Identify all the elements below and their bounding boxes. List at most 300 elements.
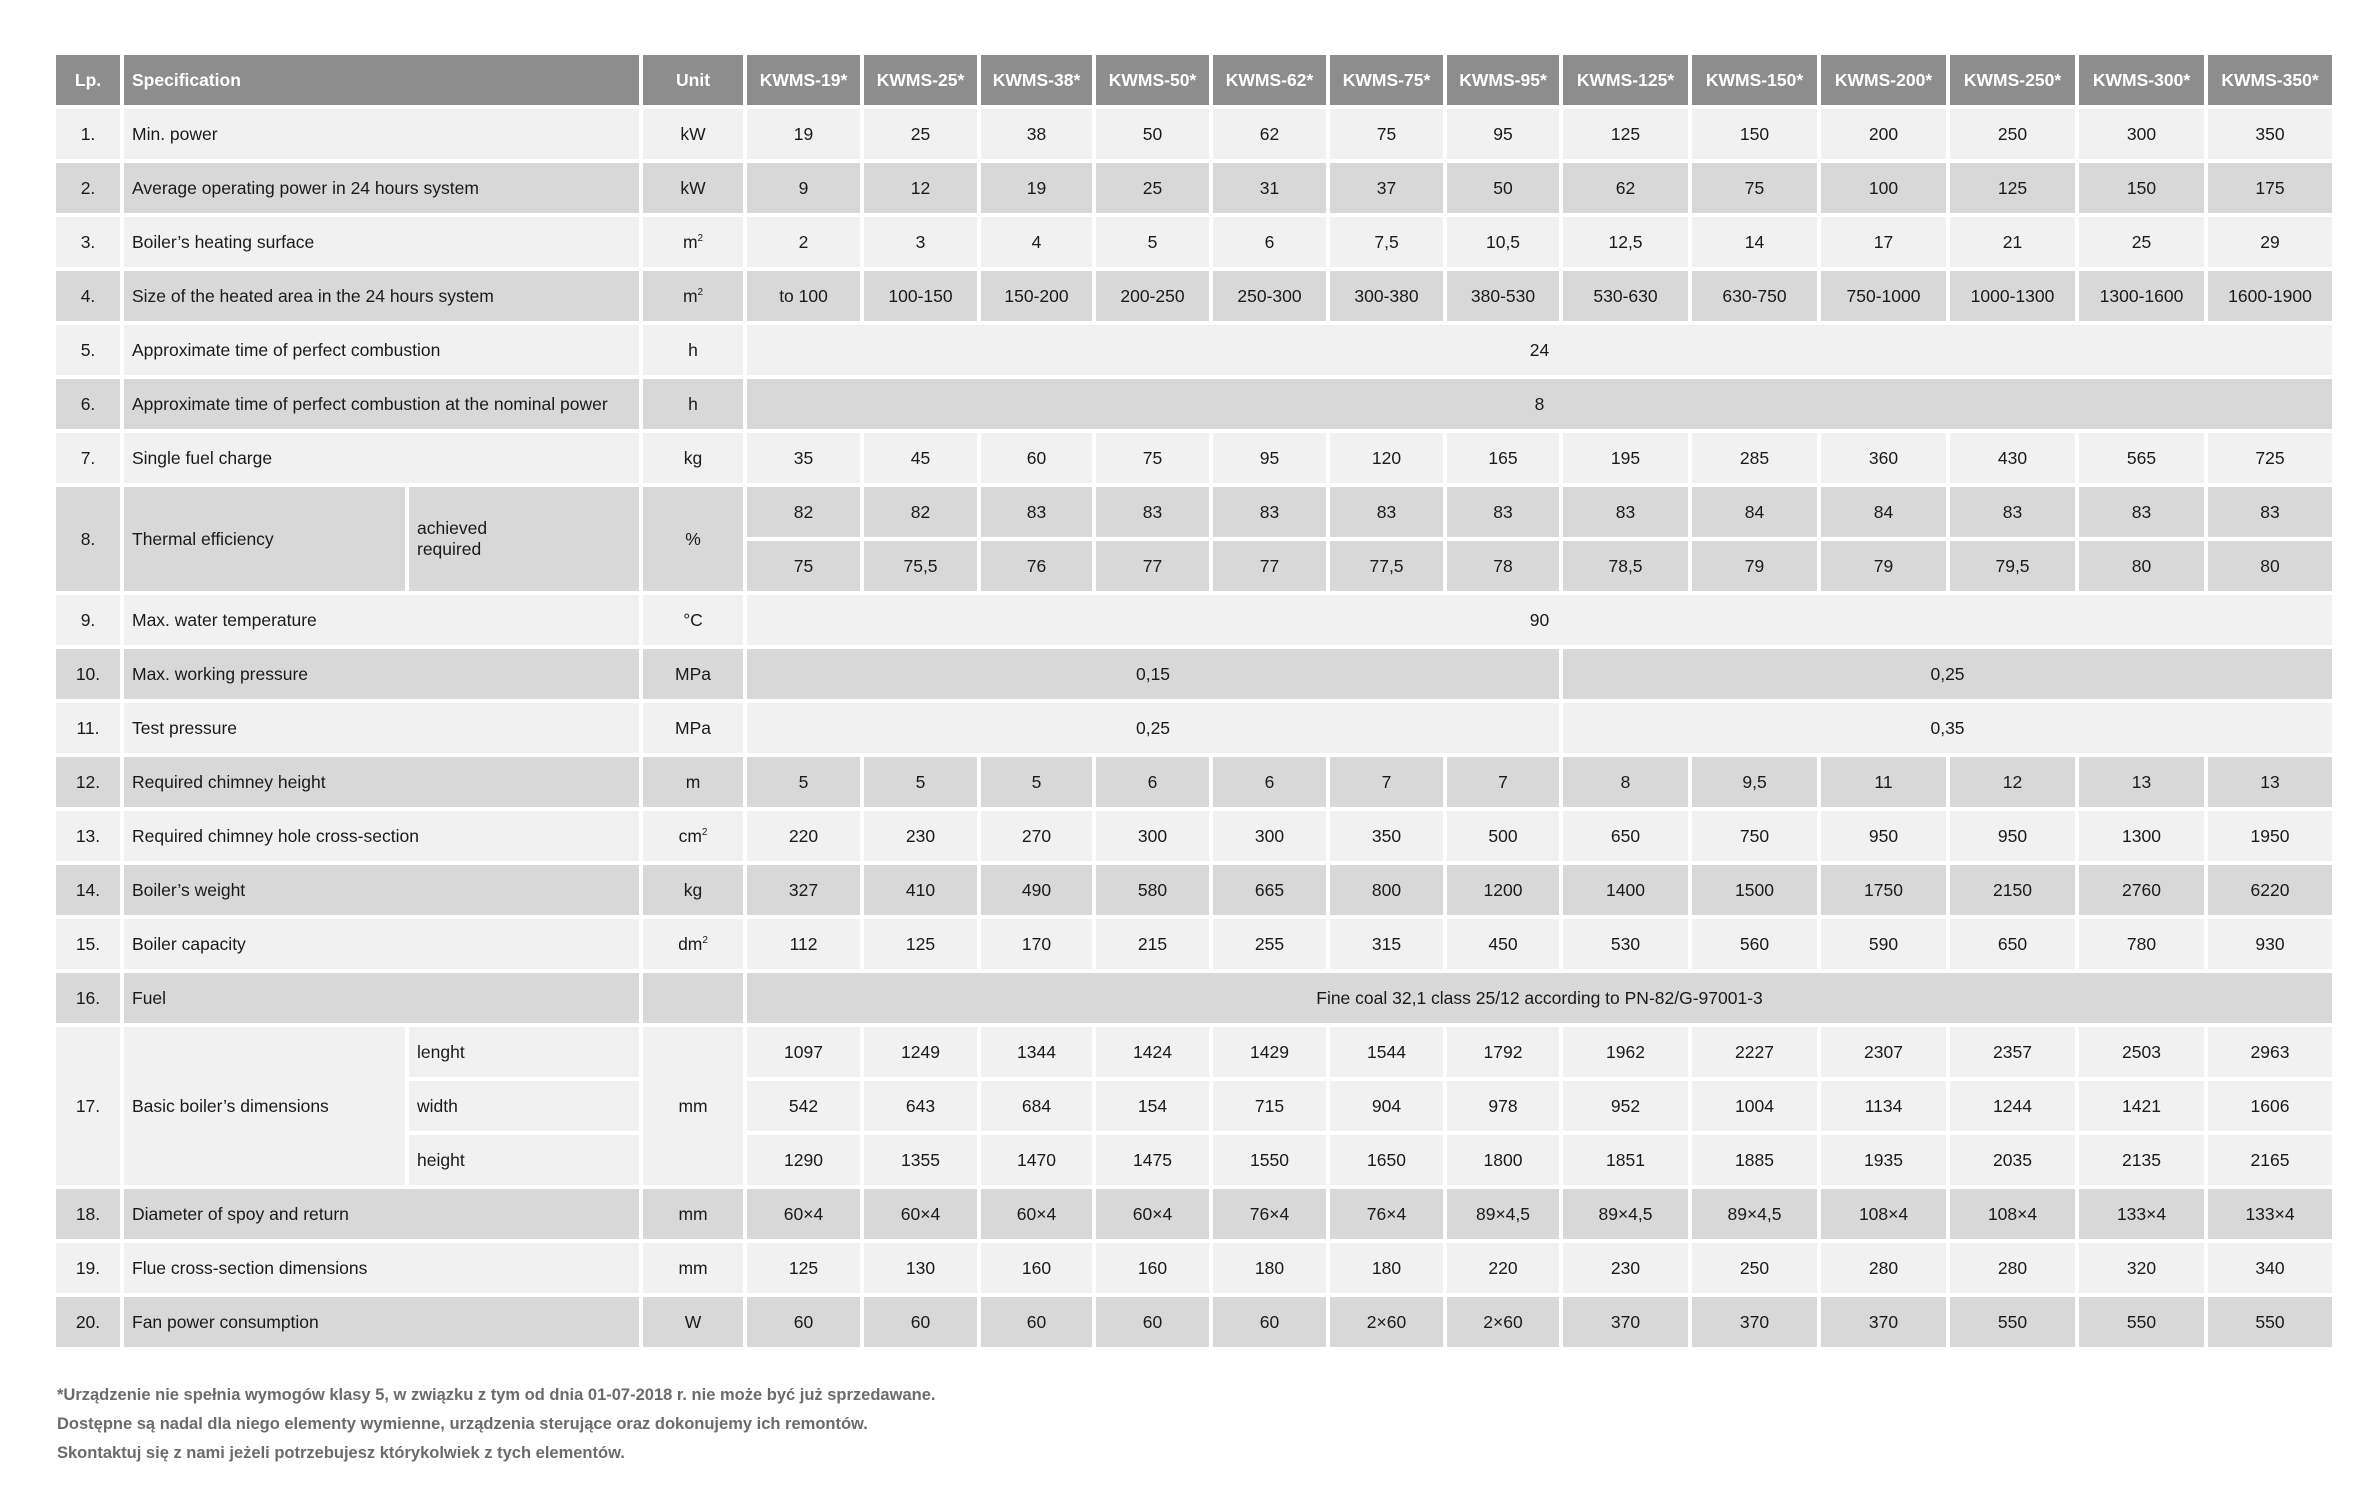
value-cell: 12	[1950, 757, 2075, 807]
value-cell: 83	[1213, 487, 1326, 537]
value-cell: 130	[864, 1243, 977, 1293]
value-cell: 930	[2208, 919, 2332, 969]
value-cell: 7	[1330, 757, 1443, 807]
value-cell: 270	[981, 811, 1092, 861]
value-cell: 83	[2208, 487, 2332, 537]
row-label: Approximate time of perfect combustion at the nominal power	[124, 379, 639, 429]
value-cell: 160	[981, 1243, 1092, 1293]
value-cell: 350	[2208, 109, 2332, 159]
value-cell: 154	[1096, 1081, 1209, 1131]
row-label: Single fuel charge	[124, 433, 639, 483]
value-cell: 1550	[1213, 1135, 1326, 1185]
value-cell: 255	[1213, 919, 1326, 969]
value-cell: 1424	[1096, 1027, 1209, 1077]
table-row	[56, 811, 2332, 861]
table-row	[56, 757, 2332, 807]
value-cell: 200-250	[1096, 271, 1209, 321]
value-cell: 1344	[981, 1027, 1092, 1077]
value-cell: 2×60	[1330, 1297, 1443, 1347]
header-lp: Lp.	[56, 55, 120, 105]
value-cell: 1000-1300	[1950, 271, 2075, 321]
row-sublabels	[409, 487, 639, 591]
value-cell: 1650	[1330, 1135, 1443, 1185]
value-cell: 565	[2079, 433, 2204, 483]
value-cell: 650	[1950, 919, 2075, 969]
value-cell: 60	[1096, 1297, 1209, 1347]
value-cell: 590	[1821, 919, 1946, 969]
value-cell: 1962	[1563, 1027, 1688, 1077]
value-cell: 76×4	[1213, 1189, 1326, 1239]
merged-value-cell: 90	[747, 595, 2332, 645]
value-cell: 170	[981, 919, 1092, 969]
unit-superscript: 2	[697, 232, 704, 244]
value-cell: 280	[1821, 1243, 1946, 1293]
header-model: KWMS-125*	[1563, 55, 1688, 105]
value-cell: 150-200	[981, 271, 1092, 321]
value-cell: 100-150	[864, 271, 977, 321]
value-cell: 60	[981, 1297, 1092, 1347]
row-number: 5.	[56, 325, 120, 375]
value-cell: 180	[1213, 1243, 1326, 1293]
value-cell: 31	[1213, 163, 1326, 213]
unit-text: m	[682, 285, 698, 306]
value-cell: 133×4	[2079, 1189, 2204, 1239]
value-cell: 5	[747, 757, 860, 807]
value-cell: 89×4,5	[1447, 1189, 1559, 1239]
value-cell: 2	[747, 217, 860, 267]
value-cell: 112	[747, 919, 860, 969]
row-label: Boiler’s weight	[124, 865, 639, 915]
value-cell: 430	[1950, 433, 2075, 483]
value-cell: 12,5	[1563, 217, 1688, 267]
table-row	[56, 1243, 2332, 1293]
value-cell: 25	[1096, 163, 1209, 213]
row-number: 11.	[56, 703, 120, 753]
value-cell: 250-300	[1213, 271, 1326, 321]
value-cell: 133×4	[2208, 1189, 2332, 1239]
value-cell: 1244	[1950, 1081, 2075, 1131]
value-cell: 1200	[1447, 865, 1559, 915]
footnote	[57, 1381, 935, 1468]
value-cell: 77,5	[1330, 541, 1443, 591]
value-cell: 2357	[1950, 1027, 2075, 1077]
value-cell: 79	[1821, 541, 1946, 591]
row-unit: °C	[643, 595, 743, 645]
value-cell: 280	[1950, 1243, 2075, 1293]
value-cell: 76×4	[1330, 1189, 1443, 1239]
value-cell: 370	[1563, 1297, 1688, 1347]
header-model: KWMS-200*	[1821, 55, 1946, 105]
value-cell: 83	[981, 487, 1092, 537]
row-label: Boiler’s heating surface	[124, 217, 639, 267]
value-cell: 300	[1213, 811, 1326, 861]
value-cell: 1355	[864, 1135, 977, 1185]
row-unit: kW	[643, 163, 743, 213]
row-label: Min. power	[124, 109, 639, 159]
merged-value-cell: 0,15	[747, 649, 1559, 699]
row-unit: kg	[643, 865, 743, 915]
header-model: KWMS-19*	[747, 55, 860, 105]
value-cell: 2227	[1692, 1027, 1817, 1077]
value-cell: 1500	[1692, 865, 1817, 915]
row-number: 12.	[56, 757, 120, 807]
value-cell: 150	[2079, 163, 2204, 213]
header-model: KWMS-350*	[2208, 55, 2332, 105]
row-label: Thermal efficiency	[124, 487, 405, 591]
row-unit: %	[643, 487, 743, 591]
value-cell: 320	[2079, 1243, 2204, 1293]
unit-superscript: 2	[701, 826, 708, 838]
value-cell: 1097	[747, 1027, 860, 1077]
value-cell: 550	[1950, 1297, 2075, 1347]
value-cell: 60	[747, 1297, 860, 1347]
row-unit	[643, 919, 743, 969]
row-label: Fan power consumption	[124, 1297, 639, 1347]
value-cell: 1935	[1821, 1135, 1946, 1185]
row-number: 13.	[56, 811, 120, 861]
value-cell: 75	[747, 541, 860, 591]
row-number: 2.	[56, 163, 120, 213]
value-cell: 1792	[1447, 1027, 1559, 1077]
value-cell: 83	[1096, 487, 1209, 537]
value-cell: 125	[1950, 163, 2075, 213]
value-cell: 370	[1821, 1297, 1946, 1347]
row-number: 17.	[56, 1027, 120, 1185]
value-cell: 38	[981, 109, 1092, 159]
value-cell: 250	[1692, 1243, 1817, 1293]
value-cell: 1421	[2079, 1081, 2204, 1131]
value-cell: 1290	[747, 1135, 860, 1185]
value-cell: 650	[1563, 811, 1688, 861]
value-cell: to 100	[747, 271, 860, 321]
row-number: 3.	[56, 217, 120, 267]
row-label: Test pressure	[124, 703, 639, 753]
merged-value-cell: 24	[747, 325, 2332, 375]
value-cell: 95	[1447, 109, 1559, 159]
value-cell: 300	[2079, 109, 2204, 159]
header-row	[56, 55, 2332, 105]
row-label: Required chimney hole cross-section	[124, 811, 639, 861]
row-number: 20.	[56, 1297, 120, 1347]
value-cell: 340	[2208, 1243, 2332, 1293]
value-cell: 10,5	[1447, 217, 1559, 267]
sublabel-lenght: lenght	[409, 1027, 639, 1077]
value-cell: 75	[1330, 109, 1443, 159]
value-cell: 1134	[1821, 1081, 1946, 1131]
table-row	[56, 271, 2332, 321]
header-model: KWMS-150*	[1692, 55, 1817, 105]
value-cell: 1600-1900	[2208, 271, 2332, 321]
value-cell: 79	[1692, 541, 1817, 591]
row-label: Boiler capacity	[124, 919, 639, 969]
table-row	[56, 433, 2332, 483]
value-cell: 215	[1096, 919, 1209, 969]
value-cell: 84	[1692, 487, 1817, 537]
table-row	[56, 703, 2332, 753]
value-cell: 25	[864, 109, 977, 159]
row-label: Approximate time of perfect combustion	[124, 325, 639, 375]
value-cell: 1950	[2208, 811, 2332, 861]
header-model: KWMS-62*	[1213, 55, 1326, 105]
value-cell: 230	[1563, 1243, 1688, 1293]
value-cell: 7,5	[1330, 217, 1443, 267]
row-unit: mm	[643, 1243, 743, 1293]
value-cell: 315	[1330, 919, 1443, 969]
value-cell: 630-750	[1692, 271, 1817, 321]
value-cell: 165	[1447, 433, 1559, 483]
row-unit	[643, 973, 743, 1023]
row-unit	[643, 217, 743, 267]
value-cell: 82	[747, 487, 860, 537]
value-cell: 35	[747, 433, 860, 483]
value-cell: 60	[864, 1297, 977, 1347]
value-cell: 60	[981, 433, 1092, 483]
header-model: KWMS-38*	[981, 55, 1092, 105]
row-number: 18.	[56, 1189, 120, 1239]
value-cell: 550	[2208, 1297, 2332, 1347]
value-cell: 3	[864, 217, 977, 267]
sublabel-achieved: achieved	[417, 518, 488, 538]
value-cell: 580	[1096, 865, 1209, 915]
value-cell: 75	[1692, 163, 1817, 213]
value-cell: 2×60	[1447, 1297, 1559, 1347]
sublabel-required: required	[417, 539, 482, 559]
value-cell: 978	[1447, 1081, 1559, 1131]
unit-superscript: 2	[702, 934, 708, 946]
table-row	[56, 919, 2332, 969]
row-unit: mm	[643, 1027, 743, 1185]
value-cell: 21	[1950, 217, 2075, 267]
value-cell: 6	[1213, 217, 1326, 267]
row-number: 4.	[56, 271, 120, 321]
merged-value-cell: 0,25	[747, 703, 1559, 753]
value-cell: 175	[2208, 163, 2332, 213]
value-cell: 450	[1447, 919, 1559, 969]
value-cell: 684	[981, 1081, 1092, 1131]
row-label: Average operating power in 24 hours system	[124, 163, 639, 213]
value-cell: 75	[1096, 433, 1209, 483]
table-row	[56, 325, 2332, 375]
value-cell: 410	[864, 865, 977, 915]
row-number: 9.	[56, 595, 120, 645]
value-cell: 120	[1330, 433, 1443, 483]
value-cell: 904	[1330, 1081, 1443, 1131]
value-cell: 220	[747, 811, 860, 861]
table-row	[56, 1027, 2332, 1077]
value-cell: 1750	[1821, 865, 1946, 915]
value-cell: 200	[1821, 109, 1946, 159]
value-cell: 327	[747, 865, 860, 915]
value-cell: 1300	[2079, 811, 2204, 861]
table-row	[56, 973, 2332, 1023]
sublabel-width: width	[409, 1081, 639, 1131]
value-cell: 2307	[1821, 1027, 1946, 1077]
value-cell: 2165	[2208, 1135, 2332, 1185]
value-cell: 83	[2079, 487, 2204, 537]
footnote-line: Dostępne są nadal dla niego elementy wymienne, urządzenia sterujące oraz dokonujemy ich remontów.	[57, 1415, 868, 1433]
table-row	[56, 109, 2332, 159]
value-cell: 76	[981, 541, 1092, 591]
value-cell: 50	[1447, 163, 1559, 213]
value-cell: 2963	[2208, 1027, 2332, 1077]
value-cell: 60×4	[747, 1189, 860, 1239]
merged-value-cell: 8	[747, 379, 2332, 429]
value-cell: 350	[1330, 811, 1443, 861]
value-cell: 780	[2079, 919, 2204, 969]
table-row	[56, 865, 2332, 915]
value-cell: 60×4	[864, 1189, 977, 1239]
row-number: 8.	[56, 487, 120, 591]
value-cell: 80	[2208, 541, 2332, 591]
value-cell: 380-530	[1447, 271, 1559, 321]
unit-text: dm	[678, 933, 703, 954]
value-cell: 1544	[1330, 1027, 1443, 1077]
value-cell: 84	[1821, 487, 1946, 537]
value-cell: 83	[1563, 487, 1688, 537]
value-cell: 6220	[2208, 865, 2332, 915]
value-cell: 82	[864, 487, 977, 537]
table-row	[56, 649, 2332, 699]
value-cell: 29	[2208, 217, 2332, 267]
row-number: 19.	[56, 1243, 120, 1293]
value-cell: 78,5	[1563, 541, 1688, 591]
value-cell: 1400	[1563, 865, 1688, 915]
value-cell: 6	[1213, 757, 1326, 807]
value-cell: 1004	[1692, 1081, 1817, 1131]
row-unit: h	[643, 379, 743, 429]
row-number: 1.	[56, 109, 120, 159]
value-cell: 11	[1821, 757, 1946, 807]
row-unit: m	[643, 757, 743, 807]
value-cell: 750-1000	[1821, 271, 1946, 321]
value-cell: 2760	[2079, 865, 2204, 915]
footnote-line: Skontaktuj się z nami jeżeli potrzebujesz którykolwiek z tych elementów.	[57, 1444, 625, 1462]
table-row	[56, 379, 2332, 429]
row-number: 6.	[56, 379, 120, 429]
value-cell: 83	[1330, 487, 1443, 537]
header-model: KWMS-250*	[1950, 55, 2075, 105]
value-cell: 715	[1213, 1081, 1326, 1131]
value-cell: 1800	[1447, 1135, 1559, 1185]
row-number: 15.	[56, 919, 120, 969]
value-cell: 560	[1692, 919, 1817, 969]
value-cell: 220	[1447, 1243, 1559, 1293]
row-unit: kg	[643, 433, 743, 483]
table-row	[56, 595, 2332, 645]
row-label: Max. water temperature	[124, 595, 639, 645]
header-model: KWMS-25*	[864, 55, 977, 105]
header-model: KWMS-300*	[2079, 55, 2204, 105]
value-cell: 13	[2079, 757, 2204, 807]
value-cell: 60×4	[981, 1189, 1092, 1239]
value-cell: 60	[1213, 1297, 1326, 1347]
row-label: Required chimney height	[124, 757, 639, 807]
row-label: Flue cross-section dimensions	[124, 1243, 639, 1293]
header-model: KWMS-75*	[1330, 55, 1443, 105]
value-cell: 643	[864, 1081, 977, 1131]
header-model: KWMS-50*	[1096, 55, 1209, 105]
value-cell: 89×4,5	[1563, 1189, 1688, 1239]
value-cell: 665	[1213, 865, 1326, 915]
value-cell: 1475	[1096, 1135, 1209, 1185]
unit-superscript: 2	[697, 286, 704, 298]
value-cell: 1300-1600	[2079, 271, 2204, 321]
value-cell: 360	[1821, 433, 1946, 483]
header-model: KWMS-95*	[1447, 55, 1559, 105]
row-number: 10.	[56, 649, 120, 699]
value-cell: 62	[1563, 163, 1688, 213]
value-cell: 6	[1096, 757, 1209, 807]
value-cell: 1885	[1692, 1135, 1817, 1185]
value-cell: 8	[1563, 757, 1688, 807]
row-number: 7.	[56, 433, 120, 483]
value-cell: 108×4	[1821, 1189, 1946, 1239]
value-cell: 45	[864, 433, 977, 483]
value-cell: 9,5	[1692, 757, 1817, 807]
value-cell: 250	[1950, 109, 2075, 159]
row-label: Diameter of spoy and return	[124, 1189, 639, 1239]
value-cell: 19	[981, 163, 1092, 213]
value-cell: 77	[1096, 541, 1209, 591]
sublabel-height: height	[409, 1135, 639, 1185]
value-cell: 950	[1821, 811, 1946, 861]
unit-text: m	[682, 231, 698, 252]
value-cell: 230	[864, 811, 977, 861]
value-cell: 125	[1563, 109, 1688, 159]
value-cell: 300-380	[1330, 271, 1443, 321]
row-unit: h	[643, 325, 743, 375]
value-cell: 79,5	[1950, 541, 2075, 591]
value-cell: 77	[1213, 541, 1326, 591]
value-cell: 95	[1213, 433, 1326, 483]
value-cell: 160	[1096, 1243, 1209, 1293]
value-cell: 2150	[1950, 865, 2075, 915]
value-cell: 195	[1563, 433, 1688, 483]
merged-value-cell: 0,35	[1563, 703, 2332, 753]
value-cell: 5	[981, 757, 1092, 807]
row-label: Max. working pressure	[124, 649, 639, 699]
table-row	[56, 487, 2332, 537]
header-unit: Unit	[643, 55, 743, 105]
value-cell: 78	[1447, 541, 1559, 591]
row-label: Basic boiler’s dimensions	[124, 1027, 405, 1185]
value-cell: 9	[747, 163, 860, 213]
table-row	[56, 163, 2332, 213]
value-cell: 1851	[1563, 1135, 1688, 1185]
value-cell: 50	[1096, 109, 1209, 159]
row-unit	[643, 811, 743, 861]
value-cell: 2503	[2079, 1027, 2204, 1077]
value-cell: 150	[1692, 109, 1817, 159]
row-unit: W	[643, 1297, 743, 1347]
row-unit: MPa	[643, 649, 743, 699]
specification-table	[52, 51, 2336, 1351]
value-cell: 5	[864, 757, 977, 807]
value-cell: 370	[1692, 1297, 1817, 1347]
value-cell: 100	[1821, 163, 1946, 213]
value-cell: 62	[1213, 109, 1326, 159]
value-cell: 725	[2208, 433, 2332, 483]
value-cell: 17	[1821, 217, 1946, 267]
value-cell: 1470	[981, 1135, 1092, 1185]
value-cell: 1429	[1213, 1027, 1326, 1077]
value-cell: 4	[981, 217, 1092, 267]
merged-value-cell: 0,25	[1563, 649, 2332, 699]
row-unit	[643, 271, 743, 321]
value-cell: 12	[864, 163, 977, 213]
value-cell: 14	[1692, 217, 1817, 267]
value-cell: 750	[1692, 811, 1817, 861]
